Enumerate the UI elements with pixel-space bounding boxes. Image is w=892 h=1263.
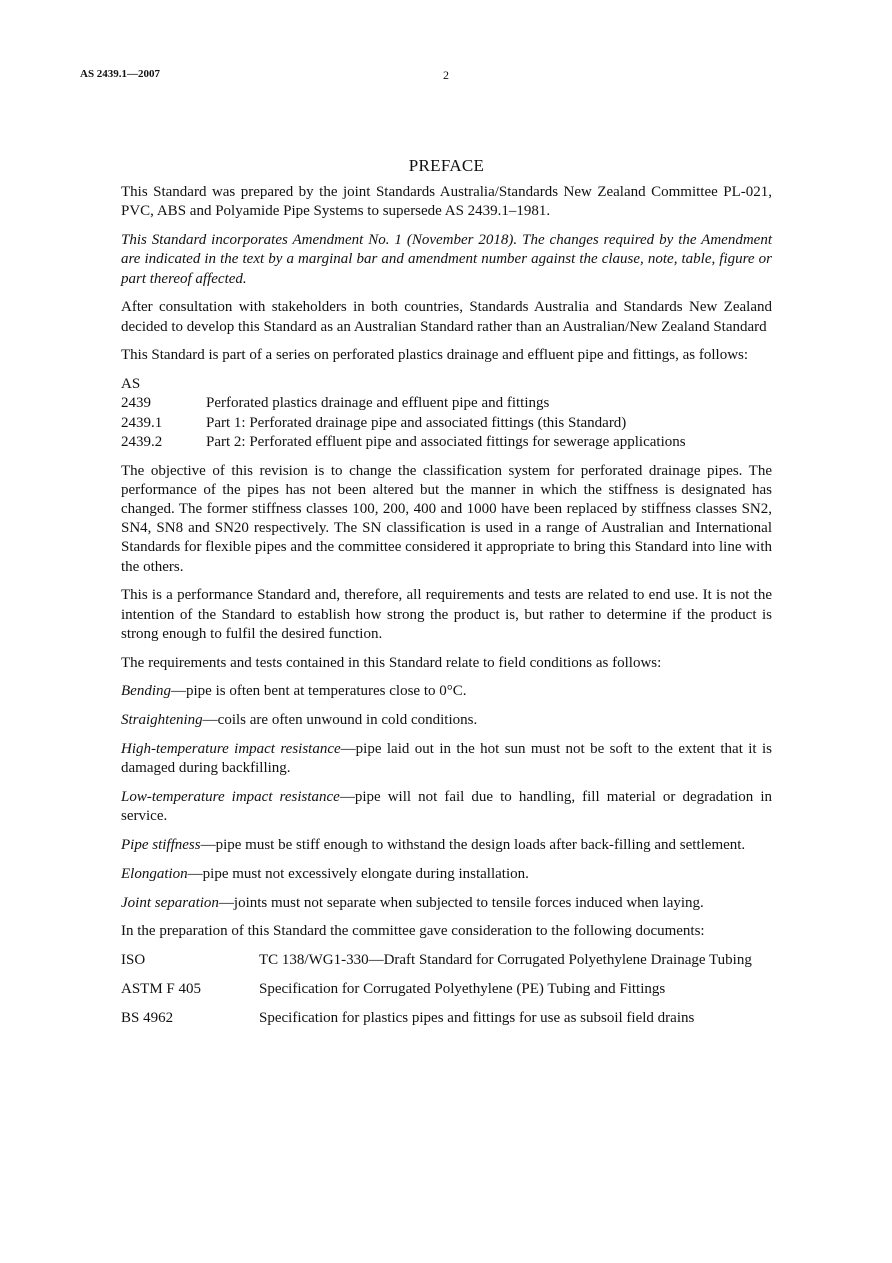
series-list <box>121 375 772 452</box>
document-row <box>121 1009 772 1028</box>
series-entry <box>206 433 772 452</box>
document-title: TC 138/WG1-330—Draft Standard for Corrugated Polyethylene Drainage Tubing <box>259 952 752 969</box>
condition-item <box>121 682 772 701</box>
paragraph-performance: This is a performance Standard and, therefore, all requirements and tests are related to end use. It is not the intention of the Standard to establish how strong the product is, but rather to determine if the product is strong enough to fulfil the desired function. <box>121 587 772 642</box>
series-row <box>121 414 772 433</box>
paragraph-consultation: After consultation with stakeholders in both countries, Standards Australia and Standards New Zealand decided to develop this Standard as an Australian Standard rather than an Australian/New Zealand Standard <box>121 299 772 335</box>
condition-term: Joint separation <box>121 894 219 911</box>
series-row <box>121 433 772 452</box>
condition-desc: —joints must not separate when subjected to tensile forces induced when laying. <box>218 894 704 911</box>
condition-item <box>121 894 772 913</box>
condition-term: Low-temperature impact resistance <box>121 789 340 806</box>
paragraph-amendment: This Standard incorporates Amendment No. 1 (November 2018). The changes required by the Amendment are indicated in the text by a marginal bar and amendment number against the clause, note, table, figure or part thereof affected. <box>121 232 772 287</box>
paragraph-series-intro: This Standard is part of a series on perforated plastics drainage and effluent pipe and fittings, as follows: <box>121 347 749 364</box>
condition-item <box>121 836 772 855</box>
series-part: Part 1: <box>206 414 246 431</box>
preface-section <box>121 156 772 1038</box>
condition-item <box>121 711 772 730</box>
condition-term: Elongation <box>121 865 188 882</box>
series-part: Part 2: <box>206 433 246 450</box>
condition-desc: —pipe laid out in the hot sun must not be soft to the extent that it is damaged during backfilling. <box>121 741 773 777</box>
condition-term: High-temperature impact resistance <box>121 741 341 758</box>
document-code: ASTM F 405 <box>121 981 202 997</box>
series-entry <box>206 414 772 433</box>
document-title: Specification for plastics pipes and fittings for use as subsoil field drains <box>259 1009 695 1026</box>
series-code: 2439 <box>121 395 151 412</box>
series-row <box>121 394 772 413</box>
condition-item <box>121 865 772 884</box>
series-code: 2439.2 <box>121 433 163 450</box>
series-title: Perforated drainage pipe and associated fittings (this Standard) <box>249 414 627 431</box>
document-title: Specification for Corrugated Polyethylene (PE) Tubing and Fittings <box>259 981 666 997</box>
condition-term: Straightening <box>121 712 203 729</box>
document-code: ISO <box>121 952 146 969</box>
paragraph-field-conditions: The requirements and tests contained in this Standard relate to field conditions as follows: <box>121 654 662 671</box>
header-document-id: AS 2439.1—2007 <box>80 68 161 80</box>
paragraph-documents-intro: In the preparation of this Standard the committee gave consideration to the following documents: <box>121 923 705 940</box>
condition-desc: —pipe is often bent at temperatures close to 0°C. <box>171 683 467 700</box>
condition-desc: —pipe must not excessively elongate during installation. <box>187 865 529 882</box>
condition-desc: —pipe must be stiff enough to withstand the design loads after back-filling and settlement. <box>200 837 746 854</box>
condition-item <box>121 788 772 826</box>
series-title: Perforated plastics drainage and effluent pipe and fittings <box>206 395 550 412</box>
condition-desc: —pipe will not fail due to handling, fill material or degradation in service. <box>121 789 772 825</box>
page-number: 2 <box>443 68 449 82</box>
series-title: Perforated effluent pipe and associated fittings for sewerage applications <box>249 433 686 450</box>
document-row <box>121 980 772 999</box>
condition-term: Pipe stiffness <box>121 837 201 854</box>
condition-desc: —coils are often unwound in cold conditions. <box>202 712 478 729</box>
document-row <box>121 951 772 970</box>
condition-item <box>121 740 772 778</box>
condition-term: Bending <box>121 683 171 700</box>
documents-list <box>121 951 772 1028</box>
series-code: 2439.1 <box>121 414 163 431</box>
series-prefix: AS <box>121 376 141 393</box>
document-code: BS 4962 <box>121 1009 174 1026</box>
page-title: PREFACE <box>408 156 485 175</box>
paragraph-prepared-by: This Standard was prepared by the joint Standards Australia/Standards New Zealand Committee PL-021, PVC, ABS and Polyamide Pipe Systems to supersede AS 2439.1–1981. <box>121 184 772 220</box>
paragraph-objective: The objective of this revision is to change the classification system for perforated drainage pipes. The performance of the pipes has not been altered but the manner in which the stiffness is designated has changed. The former stiffness classes 100, 200, 400 and 1000 have been replaced by stiffness classes SN2, SN4, SN8 and SN20 respectively. The SN classification is used in a range of Australian and International Standards for flexible pipes and the committee considered it appropriate to bring this Standard into line with the others. <box>121 462 772 575</box>
